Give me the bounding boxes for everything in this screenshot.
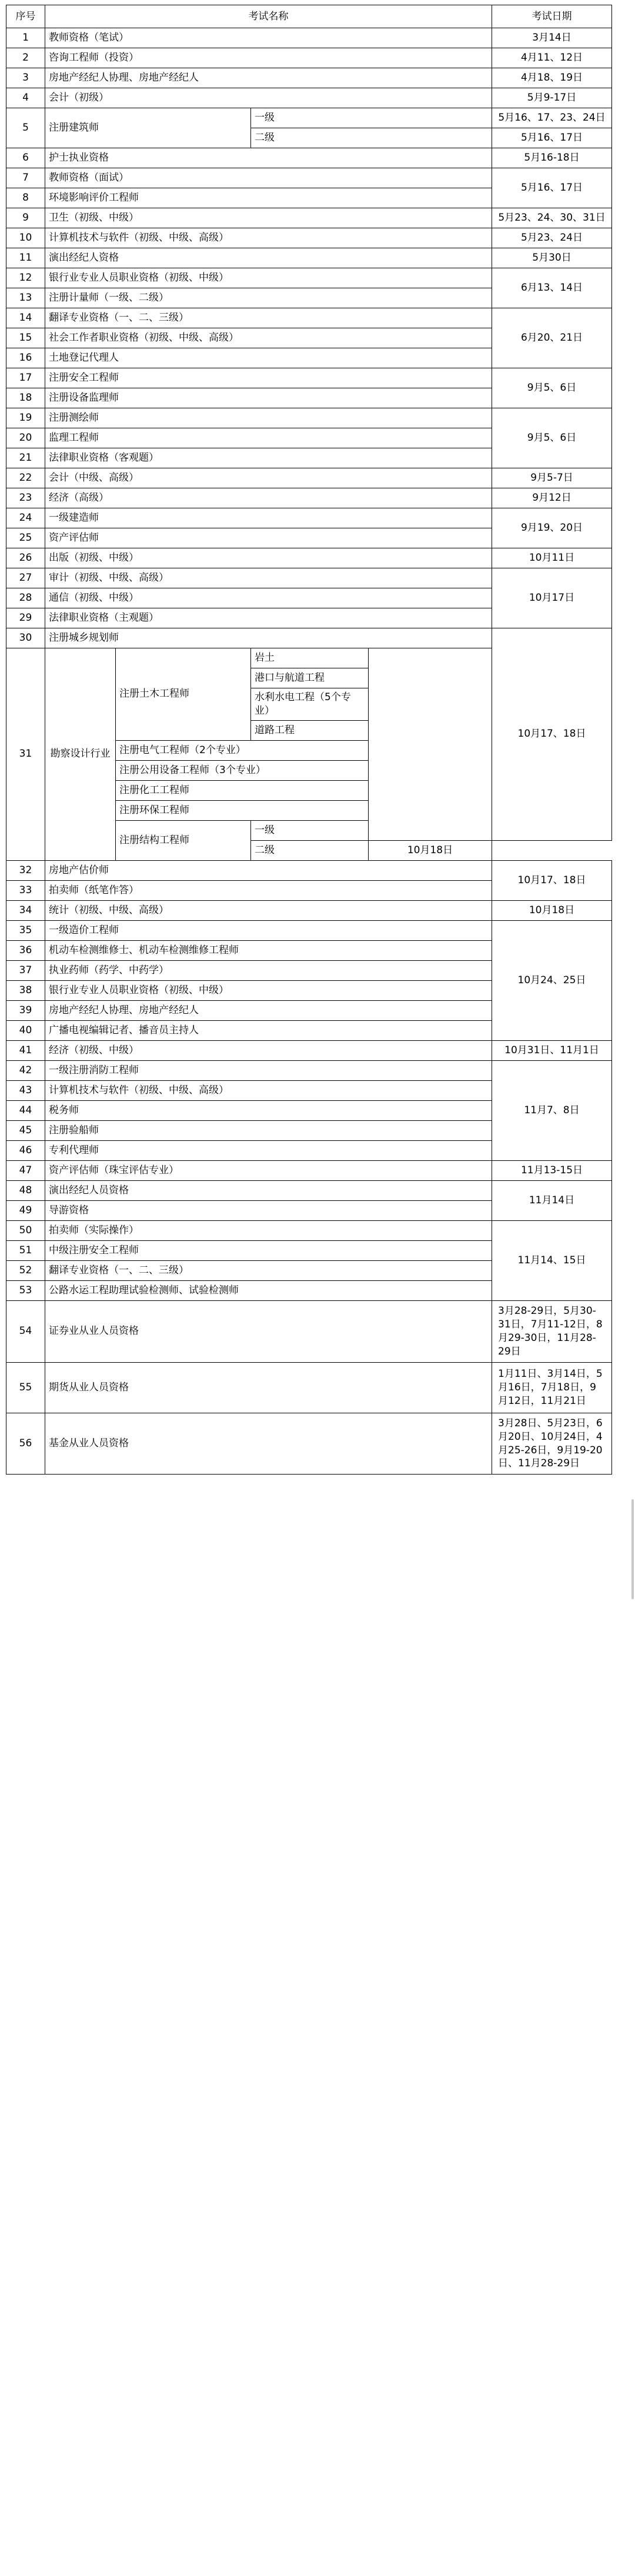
row-name: 注册验船师 [45,1120,492,1140]
row-name: 房地产估价师 [45,860,492,880]
row-date: 3月14日 [492,28,612,48]
exam-schedule-table [6,5,612,1475]
row-name: 注册测绘师 [45,408,492,428]
row-no: 6 [6,148,45,168]
row-name: 演出经纪人员资格 [45,1180,492,1200]
row-no: 3 [6,68,45,88]
row-no: 25 [6,528,45,548]
table-row [6,28,612,48]
row-date: 10月18日 [492,900,612,920]
row-date: 1月11日、3月14日，5月16日，7月18日，9月12日，11月21日 [492,1362,612,1413]
row-subgroup-name: 注册化工工程师 [116,780,369,800]
row-no: 5 [6,108,45,148]
row-name: 法律职业资格（主观题） [45,608,492,628]
row-no: 14 [6,308,45,328]
row-date: 9月19、20日 [492,508,612,548]
exam-schedule-sheet [0,5,635,1475]
row-no: 19 [6,408,45,428]
row-no: 1 [6,28,45,48]
row-no: 21 [6,448,45,468]
row-name: 社会工作者职业资格（初级、中级、高级） [45,328,492,348]
row-no: 31 [6,648,45,861]
row-name: 基金从业人员资格 [45,1413,492,1475]
row-no: 7 [6,168,45,188]
row-date: 10月11日 [492,548,612,568]
table-row [6,1220,612,1240]
table-row [6,248,612,268]
row-subitem: 一级 [251,820,369,840]
row-date: 5月16、17日 [492,128,612,148]
row-name: 演出经纪人资格 [45,248,492,268]
row-no: 45 [6,1120,45,1140]
table-row [6,920,612,940]
row-no: 9 [6,208,45,228]
row-name: 税务师 [45,1100,492,1120]
table-row [6,1300,612,1362]
table-row [6,1180,612,1200]
row-name: 会计（初级） [45,88,492,108]
row-no: 30 [6,628,45,648]
row-name: 审计（初级、中级、高级） [45,568,492,588]
row-name: 翻译专业资格（一、二、三级） [45,308,492,328]
row-subitem: 道路工程 [251,720,369,740]
table-row [6,568,612,588]
scrollbar-thumb[interactable] [631,1499,634,1599]
row-subgroup-name: 注册土木工程师 [116,648,251,741]
row-no: 4 [6,88,45,108]
row-name: 通信（初级、中级） [45,588,492,608]
row-name: 广播电视编辑记者、播音员主持人 [45,1020,492,1040]
row-name: 翻译专业资格（一、二、三级） [45,1260,492,1280]
row-date: 3月28-29日，5月30-31日，7月11-12日，8月29-30日，11月28-29日 [492,1300,612,1362]
row-date: 11月14、15日 [492,1220,612,1300]
table-row [6,228,612,248]
row-no: 32 [6,860,45,880]
row-subgroup-name: 注册结构工程师 [116,820,251,860]
row-name: 公路水运工程助理试验检测师、试验检测师 [45,1280,492,1300]
row-no: 41 [6,1040,45,1060]
row-date: 10月18日 [369,840,492,860]
row-no: 51 [6,1240,45,1260]
row-date: 5月16、17日 [492,168,612,208]
row-no: 22 [6,468,45,488]
row-name: 拍卖师（实际操作） [45,1220,492,1240]
row-date: 9月5-7日 [492,468,612,488]
row-no: 18 [6,388,45,408]
row-no: 48 [6,1180,45,1200]
row-name: 注册城乡规划师 [45,628,492,648]
row-no: 36 [6,940,45,960]
row-date: 11月7、8日 [492,1060,612,1160]
row-date: 5月23、24日 [492,228,612,248]
row-date: 9月5、6日 [492,368,612,408]
table-row [6,208,612,228]
header-name: 考试名称 [45,5,492,28]
row-subname: 一级 [251,108,492,128]
row-name: 注册安全工程师 [45,368,492,388]
row-name: 教师资格（面试） [45,168,492,188]
row-name: 证券业从业人员资格 [45,1300,492,1362]
row-date: 5月23、24、30、31日 [492,208,612,228]
row-date: 4月11、12日 [492,48,612,68]
row-name: 护士执业资格 [45,148,492,168]
row-no: 16 [6,348,45,368]
row-no: 43 [6,1080,45,1100]
row-name: 资产评估师 [45,528,492,548]
row-no: 44 [6,1100,45,1120]
row-name: 计算机技术与软件（初级、中级、高级） [45,1080,492,1100]
row-no: 17 [6,368,45,388]
row-no: 49 [6,1200,45,1220]
row-no: 42 [6,1060,45,1080]
table-row [6,268,612,288]
row-name: 房地产经纪人协理、房地产经纪人 [45,68,492,88]
row-name: 房地产经纪人协理、房地产经纪人 [45,1000,492,1020]
row-no: 40 [6,1020,45,1040]
row-name: 经济（初级、中级） [45,1040,492,1060]
table-row [6,1160,612,1180]
row-date: 6月13、14日 [492,268,612,308]
row-no: 39 [6,1000,45,1020]
header-no: 序号 [6,5,45,28]
row-date: 11月13-15日 [492,1160,612,1180]
row-name: 专利代理师 [45,1140,492,1160]
row-name: 银行业专业人员职业资格（初级、中级） [45,268,492,288]
row-no: 8 [6,188,45,208]
row-no: 35 [6,920,45,940]
row-date: 5月16、17、23、24日 [492,108,612,128]
row-name: 拍卖师（纸笔作答） [45,880,492,900]
row-no: 55 [6,1362,45,1413]
row-no: 33 [6,880,45,900]
row-name: 统计（初级、中级、高级） [45,900,492,920]
row-subitem: 岩土 [251,648,369,668]
row-no: 53 [6,1280,45,1300]
row-no: 29 [6,608,45,628]
table-row [6,1060,612,1080]
row-subgroup-name: 注册公用设备工程师（3个专业） [116,760,369,780]
row-no: 26 [6,548,45,568]
row-name: 出版（初级、中级） [45,548,492,568]
row-no: 15 [6,328,45,348]
row-no: 20 [6,428,45,448]
row-name: 教师资格（笔试） [45,28,492,48]
table-row [6,860,612,880]
row-name: 注册建筑师 [45,108,251,148]
row-date: 4月18、19日 [492,68,612,88]
table-row [6,368,612,388]
row-date: 10月17、18日 [492,860,612,900]
row-date: 10月17、18日 [492,628,612,841]
table-row [6,108,612,128]
table-row [6,508,612,528]
row-name: 卫生（初级、中级） [45,208,492,228]
row-no: 24 [6,508,45,528]
table-row [6,1413,612,1475]
table-row [6,88,612,108]
row-date: 9月5、6日 [492,408,612,468]
table-row [6,628,612,648]
row-name: 一级注册消防工程师 [45,1060,492,1080]
row-name: 银行业专业人员职业资格（初级、中级） [45,980,492,1000]
row-name: 导游资格 [45,1200,492,1220]
row-name: 土地登记代理人 [45,348,492,368]
row-date: 5月30日 [492,248,612,268]
row-name: 监理工程师 [45,428,492,448]
table-row [6,48,612,68]
row-no: 13 [6,288,45,308]
row-date: 10月31日、11月1日 [492,1040,612,1060]
row-no: 11 [6,248,45,268]
table-row [6,408,612,428]
row-no: 50 [6,1220,45,1240]
table-row [6,68,612,88]
table-row [6,168,612,188]
row-name: 资产评估师（珠宝评估专业） [45,1160,492,1180]
row-no: 10 [6,228,45,248]
row-name: 中级注册安全工程师 [45,1240,492,1260]
row-date: 3月28日、5月23日，6月20日、10月24日，4月25-26日，9月19-20日、11月28-29日 [492,1413,612,1475]
row-name: 法律职业资格（客观题） [45,448,492,468]
table-header [6,5,612,28]
row-name: 执业药师（药学、中药学） [45,960,492,980]
row-no: 56 [6,1413,45,1475]
table-row [6,1362,612,1413]
row-no: 12 [6,268,45,288]
row-name: 环境影响评价工程师 [45,188,492,208]
table-row [6,148,612,168]
row-date: 11月14日 [492,1180,612,1220]
row-subname: 二级 [251,128,492,148]
row-name: 期货从业人员资格 [45,1362,492,1413]
row-date: 5月9-17日 [492,88,612,108]
row-subgroup-name: 注册环保工程师 [116,800,369,820]
row-name: 注册设备监理师 [45,388,492,408]
row-no: 28 [6,588,45,608]
row-subitem: 港口与航道工程 [251,668,369,688]
table-body [6,28,612,1475]
row-name: 咨询工程师（投资） [45,48,492,68]
row-name: 经济（高级） [45,488,492,508]
row-subgroup-name: 注册电气工程师（2个专业） [116,740,369,760]
row-date: 10月17日 [492,568,612,628]
table-row [6,468,612,488]
row-name: 一级造价工程师 [45,920,492,940]
row-no: 54 [6,1300,45,1362]
row-date: 5月16-18日 [492,148,612,168]
table-row [6,1040,612,1060]
row-subitem: 水利水电工程（5个专业） [251,688,369,721]
row-date: 9月12日 [492,488,612,508]
table-row [6,308,612,328]
row-name: 机动车检测维修士、机动车检测维修工程师 [45,940,492,960]
row-subitem: 二级 [251,840,369,860]
row-name: 一级建造师 [45,508,492,528]
row-no: 2 [6,48,45,68]
row-name: 计算机技术与软件（初级、中级、高级） [45,228,492,248]
row-name: 注册计量师（一级、二级） [45,288,492,308]
row-no: 34 [6,900,45,920]
row-date: 6月20、21日 [492,308,612,368]
table-row [6,488,612,508]
row-date: 10月24、25日 [492,920,612,1040]
row-group-label: 勘察设计行业 [45,648,116,861]
row-no: 52 [6,1260,45,1280]
table-row [6,900,612,920]
row-no: 38 [6,980,45,1000]
row-name: 会计（中级、高级） [45,468,492,488]
row-no: 37 [6,960,45,980]
row-no: 27 [6,568,45,588]
row-no: 46 [6,1140,45,1160]
header-date: 考试日期 [492,5,612,28]
row-no: 23 [6,488,45,508]
row-no: 47 [6,1160,45,1180]
table-row [6,548,612,568]
